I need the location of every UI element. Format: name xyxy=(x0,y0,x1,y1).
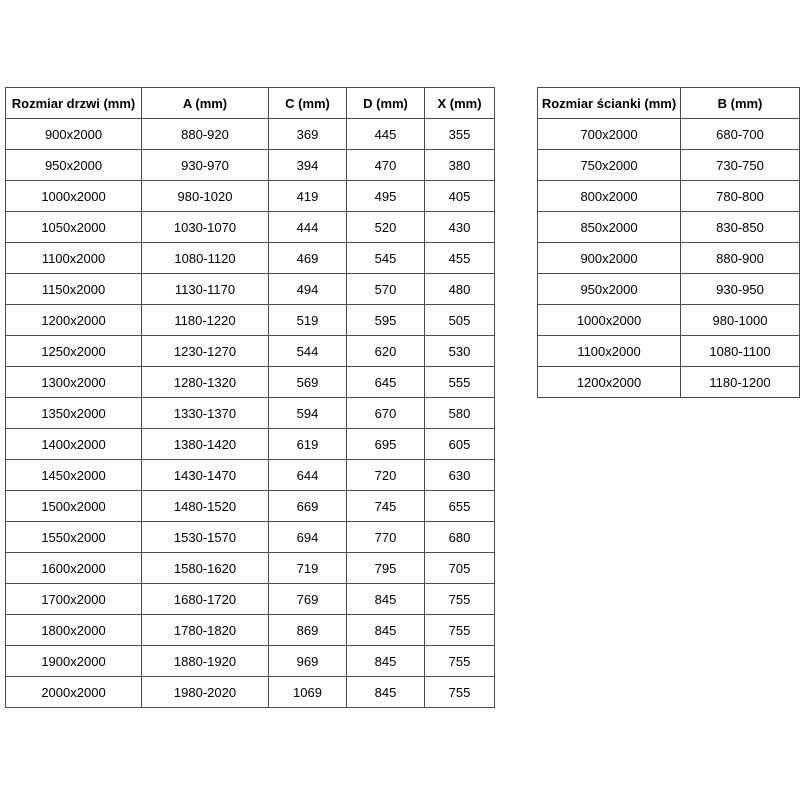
table-cell: 530 xyxy=(425,336,495,367)
table-cell: 1200x2000 xyxy=(538,367,681,398)
door-sizes-table xyxy=(5,87,495,708)
table-cell: 1880-1920 xyxy=(142,646,269,677)
table-cell: 555 xyxy=(425,367,495,398)
table-cell: 1100x2000 xyxy=(538,336,681,367)
table-cell: 569 xyxy=(269,367,347,398)
table-cell: 755 xyxy=(425,677,495,708)
table-cell: 745 xyxy=(347,491,425,522)
table-cell: 369 xyxy=(269,119,347,150)
table-cell: 719 xyxy=(269,553,347,584)
table-row xyxy=(6,584,495,615)
table-cell: 880-920 xyxy=(142,119,269,150)
table-cell: 1130-1170 xyxy=(142,274,269,305)
table-cell: 1400x2000 xyxy=(6,429,142,460)
table-cell: 900x2000 xyxy=(6,119,142,150)
table-cell: 619 xyxy=(269,429,347,460)
table-cell: 1200x2000 xyxy=(6,305,142,336)
table-cell: 755 xyxy=(425,615,495,646)
table-cell: 1980-2020 xyxy=(142,677,269,708)
column-header: D (mm) xyxy=(347,88,425,119)
column-header: C (mm) xyxy=(269,88,347,119)
table-row xyxy=(538,150,800,181)
table-cell: 644 xyxy=(269,460,347,491)
table-cell: 630 xyxy=(425,460,495,491)
table-row xyxy=(6,677,495,708)
table-cell: 680-700 xyxy=(681,119,800,150)
table-cell: 1700x2000 xyxy=(6,584,142,615)
table-cell: 605 xyxy=(425,429,495,460)
table-cell: 419 xyxy=(269,181,347,212)
table-cell: 1080-1100 xyxy=(681,336,800,367)
table-cell: 495 xyxy=(347,181,425,212)
table-cell: 1600x2000 xyxy=(6,553,142,584)
table-cell: 1500x2000 xyxy=(6,491,142,522)
table-cell: 845 xyxy=(347,646,425,677)
table-cell: 720 xyxy=(347,460,425,491)
table-cell: 694 xyxy=(269,522,347,553)
table-cell: 680 xyxy=(425,522,495,553)
table-cell: 900x2000 xyxy=(538,243,681,274)
table-cell: 380 xyxy=(425,150,495,181)
table-cell: 520 xyxy=(347,212,425,243)
table-row xyxy=(538,181,800,212)
table-cell: 669 xyxy=(269,491,347,522)
table-cell: 494 xyxy=(269,274,347,305)
column-header: Rozmiar ścianki (mm) xyxy=(538,88,681,119)
table-row xyxy=(6,212,495,243)
table-cell: 850x2000 xyxy=(538,212,681,243)
table-cell: 695 xyxy=(347,429,425,460)
table-cell: 950x2000 xyxy=(6,150,142,181)
header-row xyxy=(6,88,495,119)
table-cell: 980-1000 xyxy=(681,305,800,336)
table-cell: 355 xyxy=(425,119,495,150)
table-cell: 1100x2000 xyxy=(6,243,142,274)
table-cell: 570 xyxy=(347,274,425,305)
table-cell: 655 xyxy=(425,491,495,522)
table-cell: 430 xyxy=(425,212,495,243)
table-cell: 730-750 xyxy=(681,150,800,181)
table-cell: 480 xyxy=(425,274,495,305)
table-cell: 755 xyxy=(425,584,495,615)
table-row xyxy=(6,274,495,305)
table-cell: 969 xyxy=(269,646,347,677)
table-cell: 1580-1620 xyxy=(142,553,269,584)
table-cell: 930-950 xyxy=(681,274,800,305)
table-cell: 1430-1470 xyxy=(142,460,269,491)
table-cell: 845 xyxy=(347,615,425,646)
table-row xyxy=(6,646,495,677)
table-cell: 930-970 xyxy=(142,150,269,181)
table-cell: 405 xyxy=(425,181,495,212)
table-cell: 869 xyxy=(269,615,347,646)
table-cell: 545 xyxy=(347,243,425,274)
column-header: X (mm) xyxy=(425,88,495,119)
header-row xyxy=(538,88,800,119)
table-cell: 770 xyxy=(347,522,425,553)
table-row xyxy=(538,367,800,398)
table-cell: 755 xyxy=(425,646,495,677)
table-cell: 1780-1820 xyxy=(142,615,269,646)
table-cell: 769 xyxy=(269,584,347,615)
table-cell: 1800x2000 xyxy=(6,615,142,646)
table-cell: 1080-1120 xyxy=(142,243,269,274)
table-cell: 1380-1420 xyxy=(142,429,269,460)
table-cell: 700x2000 xyxy=(538,119,681,150)
table-cell: 1000x2000 xyxy=(538,305,681,336)
table-cell: 880-900 xyxy=(681,243,800,274)
table-row xyxy=(6,491,495,522)
table-row xyxy=(6,119,495,150)
table-cell: 1530-1570 xyxy=(142,522,269,553)
table-cell: 1350x2000 xyxy=(6,398,142,429)
table-row xyxy=(6,398,495,429)
table-cell: 1480-1520 xyxy=(142,491,269,522)
table-cell: 455 xyxy=(425,243,495,274)
table-row xyxy=(6,305,495,336)
table-cell: 1550x2000 xyxy=(6,522,142,553)
table-cell: 645 xyxy=(347,367,425,398)
table-row xyxy=(6,336,495,367)
table-cell: 1680-1720 xyxy=(142,584,269,615)
table-row xyxy=(538,305,800,336)
column-header: B (mm) xyxy=(681,88,800,119)
table-cell: 595 xyxy=(347,305,425,336)
table-cell: 1300x2000 xyxy=(6,367,142,398)
table-cell: 1180-1200 xyxy=(681,367,800,398)
table-cell: 519 xyxy=(269,305,347,336)
table-cell: 780-800 xyxy=(681,181,800,212)
table-cell: 620 xyxy=(347,336,425,367)
table-row xyxy=(6,460,495,491)
table-row xyxy=(538,336,800,367)
table-cell: 1150x2000 xyxy=(6,274,142,305)
table-cell: 750x2000 xyxy=(538,150,681,181)
table-cell: 469 xyxy=(269,243,347,274)
table-cell: 1450x2000 xyxy=(6,460,142,491)
table-row xyxy=(538,243,800,274)
table-cell: 2000x2000 xyxy=(6,677,142,708)
table-cell: 950x2000 xyxy=(538,274,681,305)
table-cell: 705 xyxy=(425,553,495,584)
table-row xyxy=(6,150,495,181)
table-cell: 1280-1320 xyxy=(142,367,269,398)
table-cell: 444 xyxy=(269,212,347,243)
table-cell: 1250x2000 xyxy=(6,336,142,367)
table-row xyxy=(538,274,800,305)
table-cell: 845 xyxy=(347,584,425,615)
wall-sizes-table xyxy=(537,87,800,398)
table-row xyxy=(6,615,495,646)
table-cell: 1000x2000 xyxy=(6,181,142,212)
table-cell: 980-1020 xyxy=(142,181,269,212)
table-cell: 795 xyxy=(347,553,425,584)
table-cell: 800x2000 xyxy=(538,181,681,212)
table-row xyxy=(538,212,800,243)
column-header: Rozmiar drzwi (mm) xyxy=(6,88,142,119)
table-cell: 1900x2000 xyxy=(6,646,142,677)
table-cell: 830-850 xyxy=(681,212,800,243)
table-cell: 670 xyxy=(347,398,425,429)
table-cell: 1069 xyxy=(269,677,347,708)
table-row xyxy=(538,119,800,150)
column-header: A (mm) xyxy=(142,88,269,119)
table-row xyxy=(6,367,495,398)
table-cell: 1230-1270 xyxy=(142,336,269,367)
table-cell: 1030-1070 xyxy=(142,212,269,243)
table-cell: 505 xyxy=(425,305,495,336)
table-cell: 1050x2000 xyxy=(6,212,142,243)
table-row xyxy=(6,243,495,274)
table-row xyxy=(6,429,495,460)
table-cell: 394 xyxy=(269,150,347,181)
table-cell: 1330-1370 xyxy=(142,398,269,429)
table-cell: 580 xyxy=(425,398,495,429)
table-cell: 470 xyxy=(347,150,425,181)
table-row xyxy=(6,553,495,584)
table-row xyxy=(6,522,495,553)
table-cell: 445 xyxy=(347,119,425,150)
table-row xyxy=(6,181,495,212)
table-cell: 845 xyxy=(347,677,425,708)
table-cell: 594 xyxy=(269,398,347,429)
table-cell: 544 xyxy=(269,336,347,367)
table-cell: 1180-1220 xyxy=(142,305,269,336)
